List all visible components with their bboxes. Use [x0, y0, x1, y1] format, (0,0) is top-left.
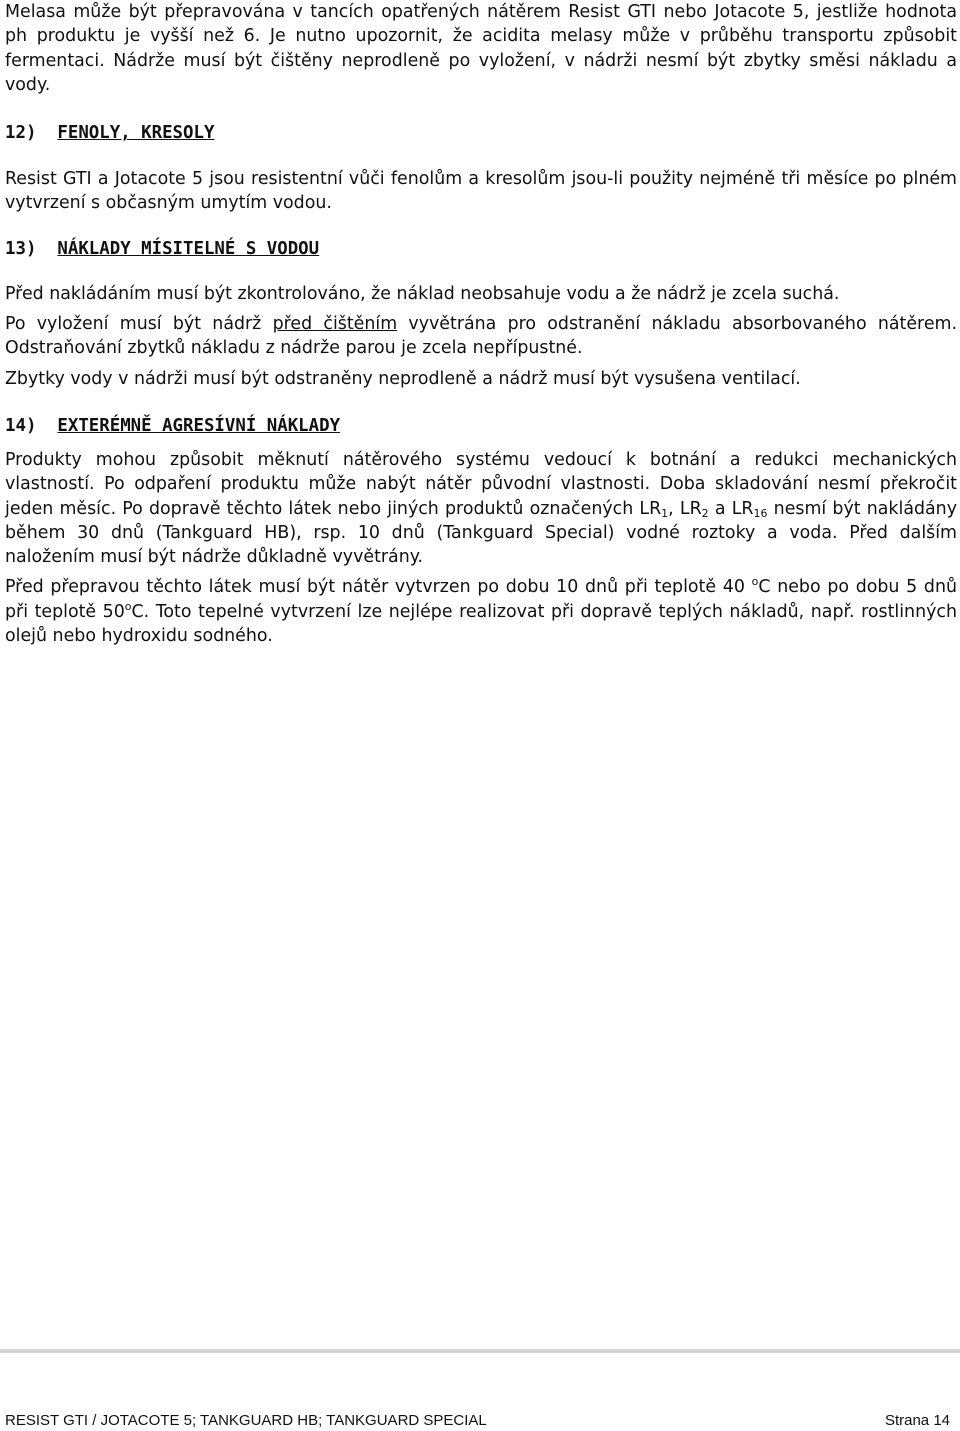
section-14-heading [5, 414, 957, 438]
section-14-number: 14) [5, 415, 37, 436]
document-body [5, 0, 957, 648]
section-13-heading [5, 237, 957, 261]
section-14-paragraph-1 [5, 448, 957, 569]
footer-page-number: Strana 14 [884, 1412, 950, 1429]
lr-subscript-16: 16 [753, 506, 768, 520]
footer-document-title: RESIST GTI / JOTACOTE 5; TANKGUARD HB; TANKGUARD SPECIAL [5, 1412, 487, 1429]
section-14-p1-a: Produkty mohou způsobit měknutí nátěrového systému vedoucí k botnání a redukci mechanických vlastností. Po odpaření produktu může nabýt nátěr původní vlastnosti. Doba skladování nesmí překročit jeden měsíc. Po dopravě těchto látek nebo jiných produktů označených LR [5, 449, 957, 519]
section-13-p2-start: Po vyložení musí být nádrž [5, 314, 262, 335]
section-14-p1-b: , LR [668, 498, 702, 519]
section-13-paragraph-3: Zbytky vody v nádrži musí být odstraněny neprodleně a nádrž musí být vysušena ventilací. [5, 368, 801, 389]
lr-subscript-2: 2 [701, 506, 709, 520]
section-13-paragraph-2 [5, 312, 957, 361]
section-14-p1-c: a LR [708, 498, 754, 519]
section-14-paragraph-2 [5, 575, 957, 648]
section-14-p2-c: C. Toto tepelné vytvrzení lze nejlépe realizovat při dopravě teplých nákladů, např. rostlinných olejů nebo hydroxidu sodného. [5, 601, 957, 647]
intro-paragraph: Melasa může být přepravována v tancích opatřených nátěrem Resist GTI nebo Jotacote 5, jestliže hodnota ph produktu je vyšší než 6. Je nutno upozornit, že acidita melasy může v průběhu transportu způsobit fermentaci. Nádrže musí být čištěny neprodleně po vyložení, v nádrži nesmí být zbytky směsi nákladu a vody. [5, 2, 957, 95]
section-14-p2-b: C nebo po dobu 5 dnů při teplotě 50 [5, 577, 958, 622]
degree-superscript-2: o [124, 599, 132, 613]
section-14-title: EXTERÉMNĚ AGRESÍVNÍ NÁKLADY [57, 415, 341, 436]
section-13-p2-underlined: před čištěním [272, 314, 398, 335]
section-12-paragraph: Resist GTI a Jotacote 5 jsou resistentní vůči fenolům a kresolům jsou-li použity nejméně tři měsíce po plném vytvrzení s občasným umytím vodou. [5, 169, 957, 214]
section-12-title: FENOLY, KRESOLY [57, 123, 215, 144]
section-13-paragraph-1: Před nakládáním musí být zkontrolováno, že náklad neobsahuje vodu a že nádrž je zcela suchá. [5, 283, 840, 304]
section-14-p1-d: nesmí být nakládány během 30 dnů (Tankguard HB), rsp. 10 dnů (Tankguard Special) vodné roztoky a voda. Před dalším naložením musí být nádrže důkladně vyvětrány. [5, 498, 957, 568]
section-14-p2-a: Před přepravou těchto látek musí být nátěr vytvrzen po dobu 10 dnů při teplotě 40 [5, 577, 752, 598]
section-13-title: NÁKLADY MÍSITELNÉ S VODOU [57, 238, 320, 259]
section-12-heading [5, 121, 957, 145]
section-13-number: 13) [5, 238, 37, 259]
degree-superscript-1: o [751, 575, 759, 589]
section-13-p2-end: vyvětrána pro odstranění nákladu absorbovaného nátěrem. Odstraňování zbytků nákladu z nádrže parou je zcela nepřípustné. [5, 314, 957, 359]
section-12-number: 12) [5, 123, 37, 144]
lr-subscript-1: 1 [661, 506, 669, 520]
footer-divider [0, 1349, 960, 1353]
